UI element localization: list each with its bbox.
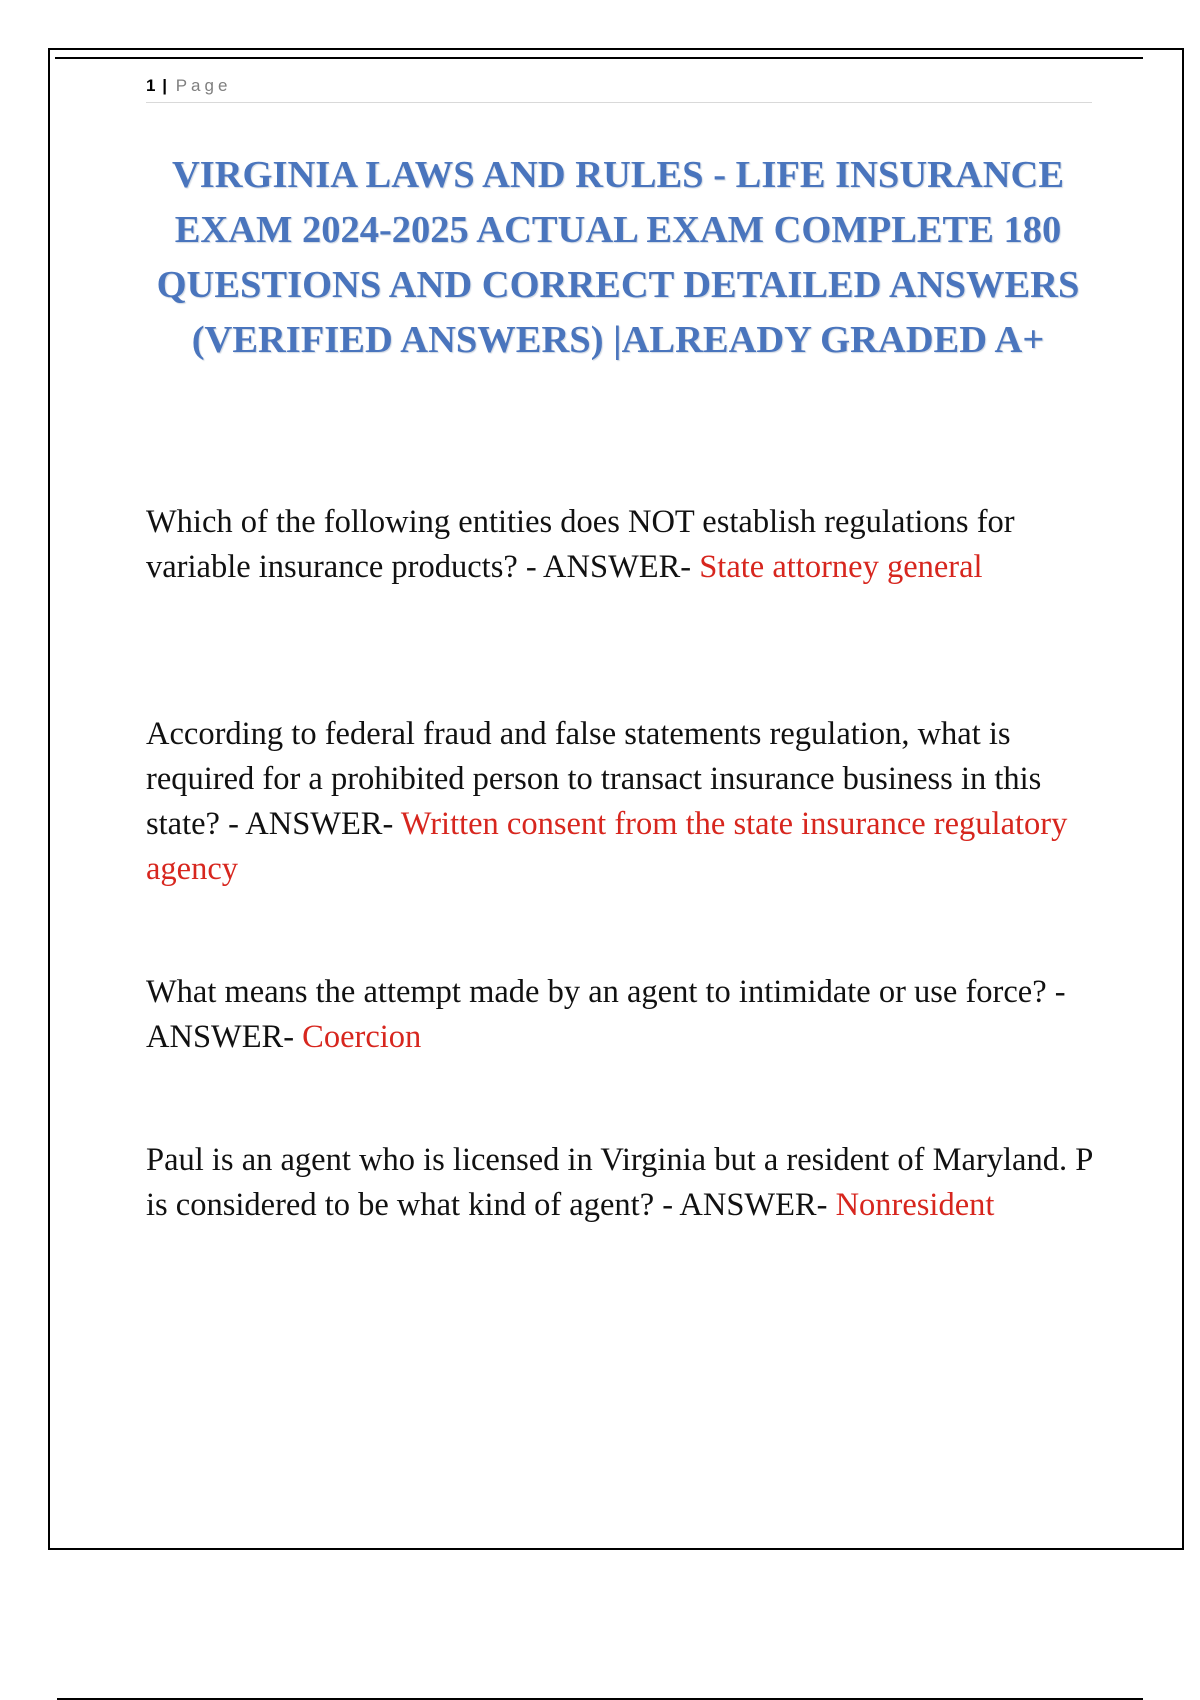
page-label: Page (175, 76, 232, 95)
answer-text: Nonresident (835, 1187, 995, 1223)
qa-item (146, 712, 1106, 892)
question-text: What means the attempt made by an agent to intimidate or use force? - ANSWER- (146, 974, 1066, 1055)
qa-item (146, 500, 1106, 590)
question-text: Which of the following entities does NOT establish regulations for variable insurance products? - ANSWER- (146, 504, 1015, 585)
page-separator: | (162, 76, 167, 95)
question-text: Paul is an agent who is licensed in Virginia but a resident of Maryland. P is considered to be what kind of agent? - ANSWER- (146, 1142, 1093, 1223)
question-text: According to federal fraud and false statements regulation, what is required for a prohibited person to transact insurance business in this state? - ANSWER- (146, 716, 1042, 842)
page-number: 1 (146, 76, 156, 95)
page-header (146, 74, 1092, 103)
answer-text: Coercion (302, 1019, 422, 1055)
document-title: VIRGINIA LAWS AND RULES - LIFE INSURANCE EXAM 2024-2025 ACTUAL EXAM COMPLETE 180 QUESTIONS AND CORRECT DETAILED ANSWERS (VERIFIED ANSWERS) |ALREADY GRADED A+ (156, 154, 1080, 361)
answer-text: Written consent from the state insurance regulatory agency (146, 806, 1068, 887)
qa-item (146, 970, 1106, 1060)
qa-item (146, 1138, 1106, 1228)
answer-text: State attorney general (699, 549, 983, 585)
